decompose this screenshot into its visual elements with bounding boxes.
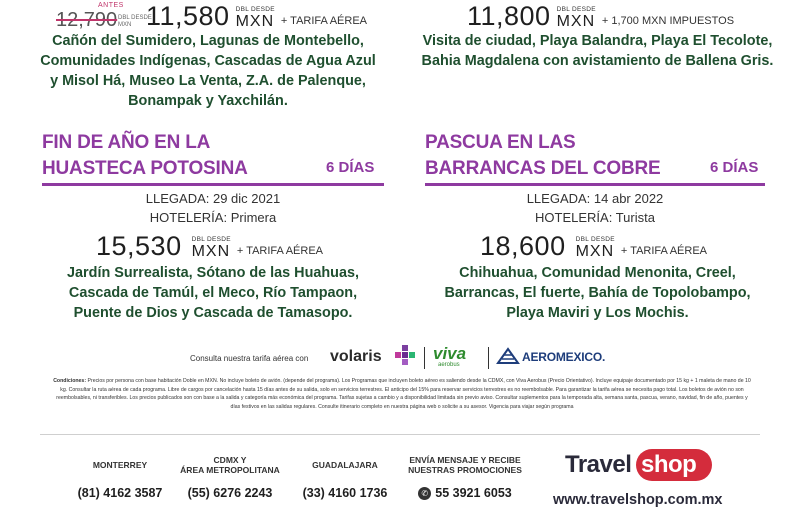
contact-label-line2: NUESTRAS PROMOCIONES xyxy=(408,465,522,475)
mxn-label: MXN xyxy=(235,13,275,30)
right-title-line2: BARRANCAS DEL COBRE xyxy=(425,158,661,179)
left-title-line2: HUASTECA POTOSINA xyxy=(42,158,248,179)
right-top-description: Visita de ciudad, Playa Balandra, Playa El Tecolote, Bahia Magdalena con avistamiento de Ballena Gris. xyxy=(421,33,774,69)
aerobus-label: aerobus xyxy=(438,362,460,368)
right-package-price: 18,600 xyxy=(480,231,566,261)
right-package-price-row xyxy=(480,232,707,260)
left-top-extra: + TARIFA AÉREA xyxy=(280,15,367,27)
right-title-rule xyxy=(425,183,765,186)
left-package-days: 6 DÍAS xyxy=(326,159,375,176)
contact-phone[interactable]: (33) 4160 1736 xyxy=(302,486,388,500)
right-arrival: LLEGADA: 14 abr 2022 xyxy=(526,191,664,206)
left-package-title xyxy=(42,130,248,182)
conditions-body: Precios por persona con base habitación Doble en MXN. No incluye boleto de avión. (depende del programa). Los Programas que incluyen boleto aéreo es saliendo desde la CDMX, con Viva Aerobus (Precio Orientativo). Incluye equipaje documentado por 15 kg + 1 maleta de mano de 10 kg. Consultar la ruta aérea de cada programa. Libre de cargos por cancelación hasta 15 días antes de su salida, solo en servicios terrestres. El anticipo del 15% para reservar servicios terrestres es no reembolsable. Para garantizar la tarifa aérea se necesita pago total. Los boletos de avión no son reembolsables, ni transferibles. Los precios publicados son con base a la salida y categoría más económica del programa. Tarifas sujetas a cambio y a disponibilidad limitada sin previo aviso. Consultar suplementos para la temporada alta, semana santa, pascua, verano, navidad, fin de año, puentes y días festivos en las salidas regulares. Consulte itinerario completo en nuestra página web o solicite a su asesor. Vigencia para viajar según programa xyxy=(56,378,751,410)
mxn-label: MXN xyxy=(575,243,615,260)
dbl-label: DBL DESDE xyxy=(556,6,596,13)
volaris-cross-icon xyxy=(395,345,415,365)
right-package-days: 6 DÍAS xyxy=(710,159,759,176)
left-package-extra: + TARIFA AÉREA xyxy=(236,245,324,257)
left-arrival: LLEGADA: 29 dic 2021 xyxy=(145,191,281,206)
dbl-label: DBL DESDE xyxy=(235,6,275,13)
contact-label-line2: ÁREA METROPOLITANA xyxy=(180,465,280,475)
contact-cdmx xyxy=(170,455,290,500)
contact-label: GUADALAJARA xyxy=(312,460,378,470)
conditions-text xyxy=(52,377,752,411)
brand-url[interactable]: www.travelshop.com.mx xyxy=(553,492,723,508)
antes-price-box xyxy=(56,2,152,31)
mxn-label: MXN xyxy=(556,13,596,30)
contact-whatsapp xyxy=(400,455,530,500)
dbl-label: DBL DESDE xyxy=(575,236,615,243)
left-package-currency xyxy=(192,236,231,260)
footer-divider xyxy=(40,434,760,435)
dbl-label: DBL DESDE xyxy=(191,236,231,243)
right-package-extra: + TARIFA AÉREA xyxy=(620,245,708,257)
mxn-label: MXN xyxy=(191,243,231,260)
antes-price: 12,790 xyxy=(56,9,118,31)
brand-shop: shop xyxy=(641,451,697,478)
aeromexico-logo: AEROMEXICO. xyxy=(522,350,606,364)
contact-label: MONTERREY xyxy=(92,460,148,470)
right-package-description: Chihuahua, Comunidad Menonita, Creel, Barrancas, El fuerte, Bahía de Topolobampo, Playa Maviri y Los Mochis. xyxy=(444,265,751,321)
right-package-title xyxy=(425,130,660,182)
brand-travel: Travel xyxy=(565,451,632,478)
aeromexico-icon xyxy=(496,347,520,367)
right-top-extra: + 1,700 MXN IMPUESTOS xyxy=(601,15,735,27)
contact-monterrey xyxy=(65,460,175,500)
left-top-price: 11,580 xyxy=(146,1,230,31)
left-top-currency xyxy=(236,6,275,30)
whatsapp-phone-row[interactable] xyxy=(400,486,530,500)
contact-label-line1: ENVÍA MENSAJE Y RECIBE xyxy=(409,455,521,465)
conditions-label: Condiciones: xyxy=(53,378,87,384)
left-package-description: Jardín Surrealista, Sótano de las Huahuas, Cascada de Tamúl, el Meco, Río Tampaon, Puente de Dios y Cascada de Tamasopo. xyxy=(67,265,359,321)
antes-dbl: DBL DESDE xyxy=(118,15,152,21)
right-top-currency xyxy=(557,6,596,30)
left-title-line1: FIN DE AÑO EN LA xyxy=(42,132,211,153)
volaris-logo: volaris xyxy=(330,348,382,365)
left-package-price-row xyxy=(96,232,323,260)
left-top-price-row xyxy=(56,2,367,30)
airline-separator xyxy=(424,347,425,369)
left-top-description: Cañón del Sumidero, Lagunas de Montebello, Comunidades Indígenas, Cascadas de Agua Azul y Misol Há, Museo La Venta, Z.A. de Palenque, Bonampak y Yaxchilán. xyxy=(40,33,376,109)
right-hotel: HOTELERÍA: Turista xyxy=(535,210,655,225)
right-package-currency xyxy=(576,236,615,260)
antes-mxn: MXN xyxy=(118,22,132,28)
left-hotel: HOTELERÍA: Primera xyxy=(149,210,277,225)
antes-label: ANTES xyxy=(98,2,124,9)
antes-currency xyxy=(118,15,152,29)
viva-logo: viva xyxy=(433,344,467,363)
contact-guadalajara xyxy=(290,460,400,500)
airlines-consulta-text: Consulta nuestra tarifa aérea con xyxy=(190,354,309,363)
contact-phone[interactable]: 55 3921 6053 xyxy=(435,486,512,500)
contact-label-line1: CDMX Y xyxy=(213,455,247,465)
contact-phone[interactable]: (55) 6276 2243 xyxy=(187,486,273,500)
right-top-price-row xyxy=(467,2,734,30)
left-package-price: 15,530 xyxy=(96,231,182,261)
whatsapp-icon: ✆ xyxy=(418,487,431,500)
contact-phone[interactable]: (81) 4162 3587 xyxy=(77,486,163,500)
right-title-line1: PASCUA EN LAS xyxy=(425,132,576,153)
left-title-rule xyxy=(42,183,384,186)
airline-separator xyxy=(488,347,489,369)
right-top-price: 11,800 xyxy=(467,1,551,31)
airlines-row xyxy=(190,343,610,373)
